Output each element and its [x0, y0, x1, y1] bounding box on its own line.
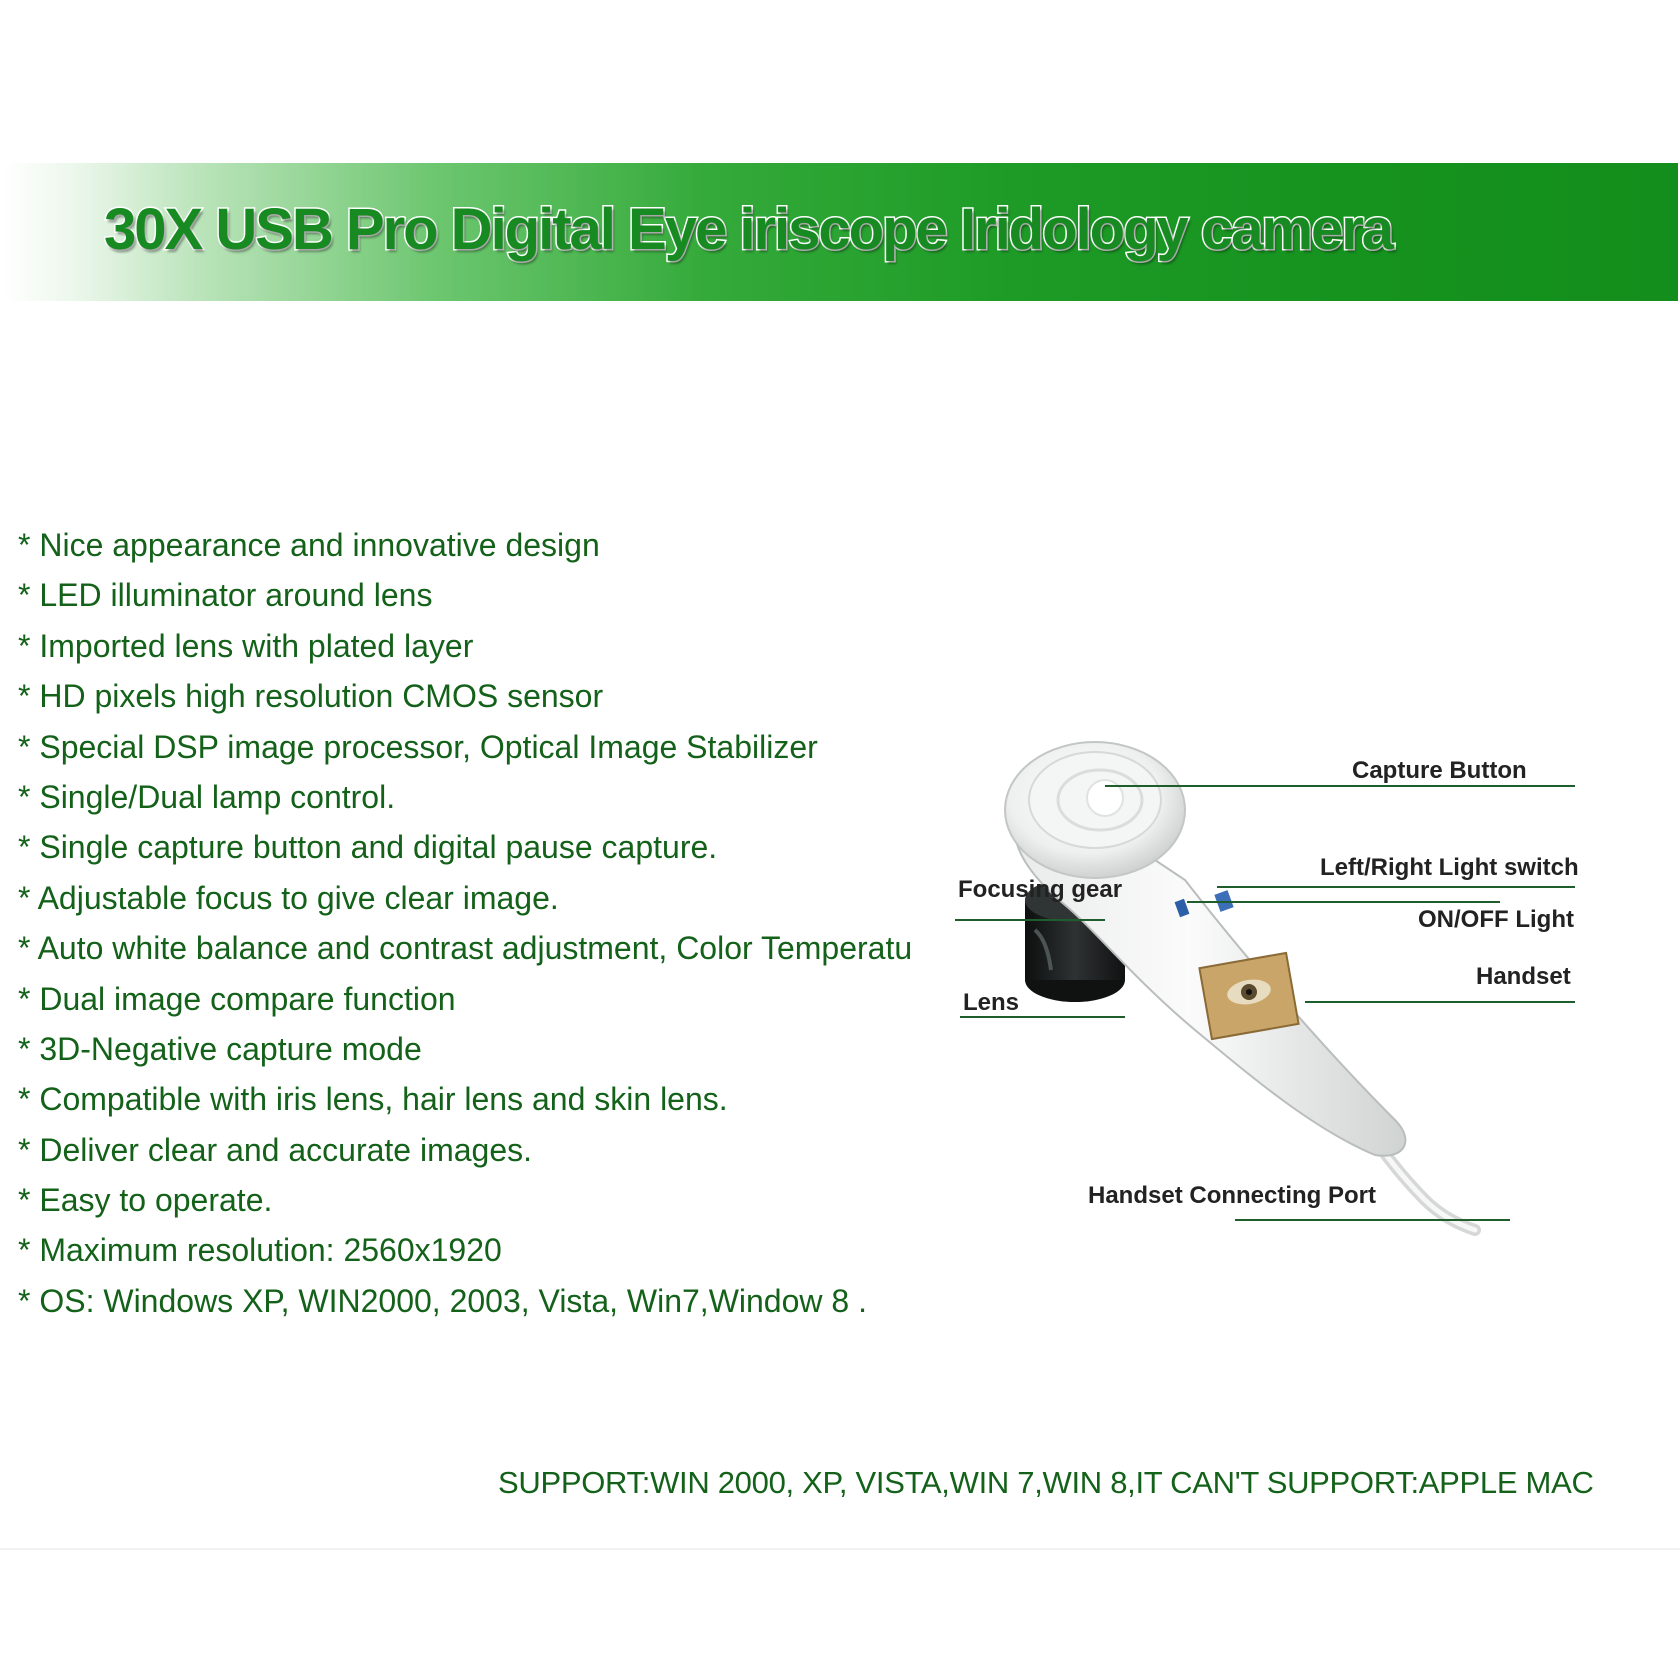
feature-item: * Special DSP image processor, Optical Image Stabilizer	[18, 728, 818, 765]
label-handset-connecting-port: Handset Connecting Port	[1088, 1182, 1377, 1209]
feature-item: * Imported lens with plated layer	[18, 627, 474, 664]
feature-item: * Adjustable focus to give clear image.	[18, 879, 559, 916]
label-handset: Handset	[1476, 963, 1571, 990]
feature-item: * Easy to operate.	[18, 1182, 273, 1219]
feature-item: * Single capture button and digital pause capture.	[18, 829, 718, 866]
feature-list	[18, 520, 956, 1326]
bottom-divider	[0, 1548, 1680, 1550]
label-capture-button: Capture Button	[1352, 757, 1527, 784]
label-focusing-gear: Focusing gear	[958, 876, 1123, 903]
preview-screen	[1199, 953, 1298, 1039]
feature-item: * Compatible with iris lens, hair lens and skin lens.	[18, 1081, 728, 1118]
feature-item: * Nice appearance and innovative design	[18, 527, 600, 563]
feature-item: * Maximum resolution: 2560x1920	[18, 1232, 502, 1269]
feature-item: * OS: Windows XP, WIN2000, 2003, Vista, Win7,Window 8 .	[18, 1282, 867, 1319]
feature-item: * Auto white balance and contrast adjustment, Color Temperatu	[18, 930, 913, 967]
feature-item: * HD pixels high resolution CMOS sensor	[18, 678, 604, 715]
label-left-right-light-switch: Left/Right Light switch	[1320, 854, 1579, 881]
page-title: 30X USB Pro Digital Eye iriscope Iridology camera	[104, 197, 1393, 262]
feature-item: * LED illuminator around lens	[18, 577, 433, 614]
label-lens: Lens	[963, 989, 1020, 1016]
feature-item: * 3D-Negative capture mode	[18, 1030, 422, 1067]
feature-item: * Deliver clear and accurate images.	[18, 1131, 533, 1168]
label-on-off-light: ON/OFF Light	[1418, 906, 1574, 933]
support-note: SUPPORT:WIN 2000, XP, VISTA,WIN 7,WIN 8,IT CAN'T SUPPORT:APPLE MAC	[498, 1465, 1594, 1500]
feature-item: * Single/Dual lamp control.	[18, 778, 396, 815]
feature-item: * Dual image compare function	[18, 980, 456, 1017]
